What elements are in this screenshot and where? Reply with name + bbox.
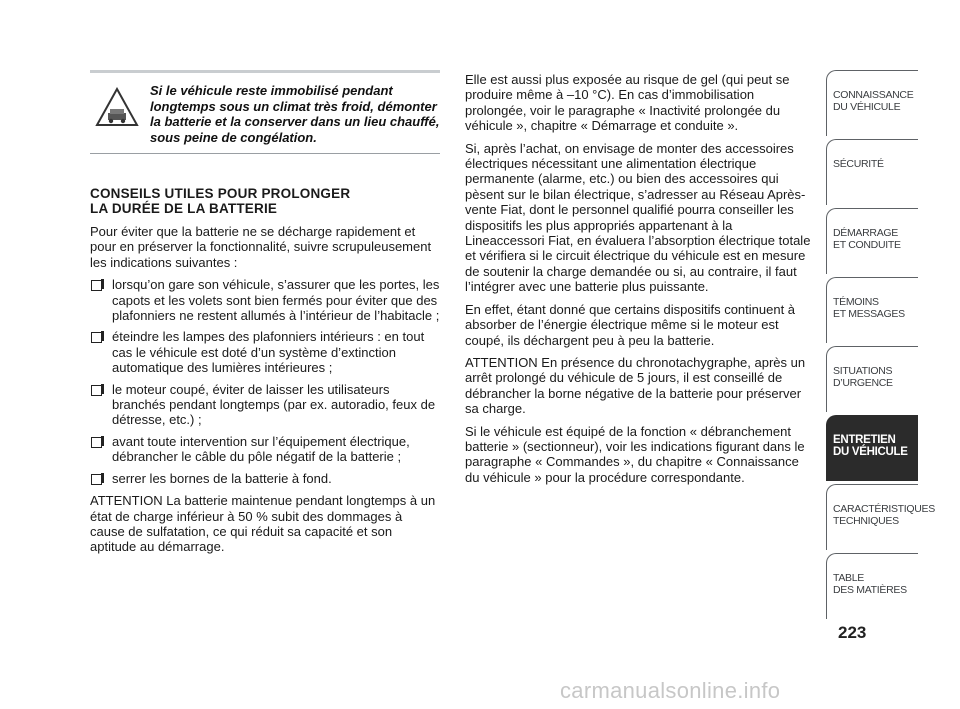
list-item xyxy=(90,277,440,323)
tab-connaissance[interactable] xyxy=(826,70,918,136)
tab-label: D’URGENCE xyxy=(833,377,893,389)
list-item-text: lorsqu’on gare son véhicule, s’assurer que les portes, les capots et les volets sont bien fermés pour éviter que des plafonniers ne restent allumés à l’intérieur de l’habitacle ; xyxy=(112,277,440,324)
advice-list xyxy=(90,277,440,486)
tab-label: DÉMARRAGE xyxy=(833,227,898,239)
bullet-square-icon xyxy=(91,332,102,343)
bullet-square-icon xyxy=(91,385,102,396)
page-number: 223 xyxy=(838,623,867,642)
right-column xyxy=(465,72,815,492)
tab-label: ET MESSAGES xyxy=(833,308,905,320)
list-item xyxy=(90,382,440,428)
paragraph: En effet, étant donné que certains dispositifs continuent à absorber de l’énergie électrique même si le moteur est coupé, ils déchargent peu à peu la batterie. xyxy=(465,301,796,348)
section-title-line1: CONSEILS UTILES POUR PROLONGER xyxy=(90,186,351,201)
tab-label: SITUATIONS xyxy=(833,365,893,377)
tab-label: CARACTÉRISTIQUES xyxy=(833,503,935,515)
bullet-square-icon xyxy=(91,474,102,485)
watermark: carmanualsonline.info xyxy=(560,678,781,703)
left-column xyxy=(90,186,440,562)
attention-paragraph: ATTENTION La batterie maintenue pendant longtemps à un état de charge inférieur à 50 % subit des dommages à cause de sulfatation, ce qui réduit sa capacité et son aptitude au démarrage. xyxy=(90,493,436,555)
car-battery-warning-icon xyxy=(94,85,140,129)
tab-caracteristiques[interactable] xyxy=(826,484,935,550)
tab-label: CONNAISSANCE xyxy=(833,89,914,101)
chapter-nav xyxy=(826,70,935,622)
warning-text: Si le véhicule reste immobilisé pendant longtemps sous un climat très froid, démonter la batterie et la conserver dans un lieu chauffé, sous peine de congélation. xyxy=(150,83,440,145)
tab-label: ENTRETIEN xyxy=(833,434,896,446)
tab-demarrage[interactable] xyxy=(826,208,918,274)
tab-label: DU VÉHICULE xyxy=(833,101,901,113)
section-title xyxy=(90,186,440,216)
tab-entretien[interactable] xyxy=(826,415,918,481)
list-item-text: le moteur coupé, éviter de laisser les utilisateurs branchés pendant longtemps (par ex. autoradio, feux de détresse, etc.) ; xyxy=(112,381,436,428)
list-item xyxy=(90,471,440,486)
paragraph: Elle est aussi plus exposée au risque de gel (qui peut se produire même à –10 °C). En cas d’immobilisation prolongée, voir le paragraphe « Inactivité prolongée du véhicule », chapitre « Démarrage et conduite ». xyxy=(465,72,790,134)
tab-label: TÉMOINS xyxy=(833,296,879,308)
section-title-line2: LA DURÉE DE LA BATTERIE xyxy=(90,201,278,216)
tab-temoins[interactable] xyxy=(826,277,918,343)
bullet-square-icon xyxy=(91,280,102,291)
tab-label: TABLE xyxy=(833,572,864,584)
list-item xyxy=(90,434,440,465)
tab-label: DES MATIÈRES xyxy=(833,584,907,596)
tab-label: DU VÉHICULE xyxy=(833,446,908,458)
section-intro: Pour éviter que la batterie ne se décharge rapidement et pour en préserver la fonctionnalité, suivre scrupuleusement les indications suivantes : xyxy=(90,224,432,270)
warning-box xyxy=(90,70,440,154)
paragraph: Si, après l’achat, on envisage de monter des accessoires électriques nécessitant une alimentation électrique permanente (alarme, etc.) ou bien des accessoires qui pèsent sur le bilan électrique, s’adresser au Réseau Après-vente Fiat, dont le personnel qualifié pourra conseiller les dispositifs les plus appropriés appartenant à la Lineaccessori Fiat, en évaluera l’absorption électrique totale et vérifiera si le circuit électrique du véhicule est en mesure de soutenir la charge demandée ou si, au contraire, il faut l’intégrer avec une batterie plus puissante. xyxy=(465,140,811,295)
tab-label: ET CONDUITE xyxy=(833,239,901,251)
list-item-text: éteindre les lampes des plafonniers intérieurs : en tout cas le véhicule est doté d’un système d’extinction automatique des lumières intérieures ; xyxy=(112,329,425,376)
tab-label: SÉCURITÉ xyxy=(833,158,884,170)
bullet-square-icon xyxy=(91,437,102,448)
paragraph: Si le véhicule est équipé de la fonction « débranchement batterie » (sectionneur), voir les indications figurant dans le paragraphe « Commandes », du chapitre « Connaissance du véhicule » pour la procédure correspondante. xyxy=(465,423,805,485)
tab-situations[interactable] xyxy=(826,346,918,412)
tab-securite[interactable] xyxy=(826,139,918,205)
tab-table[interactable] xyxy=(826,553,918,619)
tab-label: TECHNIQUES xyxy=(833,515,899,527)
paragraph: ATTENTION En présence du chronotachygraphe, après un arrêt prolongé du véhicule de 5 jours, il est conseillé de débrancher la borne négative de la batterie pour préserver sa charge. xyxy=(465,354,806,417)
list-item-text: serrer les bornes de la batterie à fond. xyxy=(112,470,332,486)
list-item-text: avant toute intervention sur l’équipement électrique, débrancher le câble du pôle négatif de la batterie ; xyxy=(112,433,410,465)
list-item xyxy=(90,329,440,375)
